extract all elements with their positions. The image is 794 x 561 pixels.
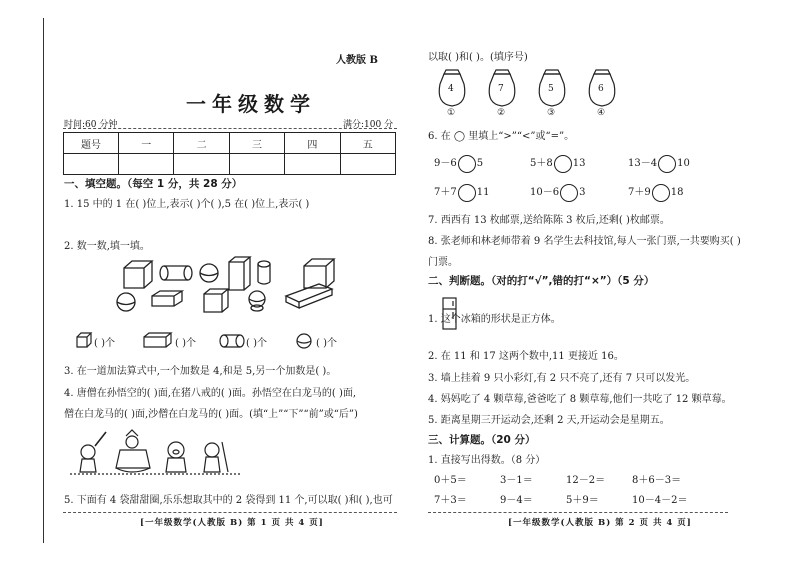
footer-divider-left: [63, 512, 397, 513]
compare-circle[interactable]: [554, 155, 572, 173]
calc-item[interactable]: 7＋3＝: [434, 495, 467, 506]
score-cell[interactable]: [229, 154, 284, 175]
score-header-cell: 二: [174, 133, 229, 154]
score-cell[interactable]: [119, 154, 174, 175]
compare-row-1c: [628, 154, 690, 173]
footer-right: [一年级数学(人教版 B) 第 2 页 共 4 页]: [508, 518, 692, 528]
compare-circle[interactable]: [458, 155, 476, 173]
fill-cuboid-count[interactable]: ( )个: [175, 338, 196, 349]
score-cell[interactable]: [174, 154, 229, 175]
bag-label: ④: [597, 108, 606, 118]
question-8-continued: 门票。: [428, 257, 458, 268]
score-header-cell: 三: [229, 133, 284, 154]
question-1: 1. 15 中的 1 在( )位上,表示( )个( ),5 在( )位上,表示( ): [64, 199, 310, 210]
compare-right: 3: [579, 187, 586, 198]
score-cell[interactable]: [340, 154, 395, 175]
cylinder-icon: [220, 335, 228, 347]
question-6: 6. 在 ◯ 里填上“>”“<”或“=”。: [428, 131, 575, 142]
compare-row-2c: [628, 183, 683, 202]
compare-right: 10: [677, 158, 690, 169]
compare-row-1b: [530, 154, 585, 173]
footer-divider-right: [428, 512, 728, 513]
section-fill-in: 一、填空题。（每空 1 分，共 28 分）: [64, 178, 243, 190]
compare-right: 5: [476, 158, 484, 169]
question-5: 5. 下面有 4 袋甜甜圈,乐乐想取其中的 2 袋得到 11 个,可以取( )和( ),也可: [64, 495, 393, 506]
bag-count: 4: [448, 84, 454, 94]
score-table: [63, 132, 396, 175]
header-divider: [63, 128, 397, 129]
cube-shape: [124, 261, 152, 288]
section-true-false: 二、判断题。（对的打“√”,错的打“×”）（5 分）: [428, 275, 655, 287]
bag-count: 5: [548, 84, 554, 94]
calc-item[interactable]: 10－4－2＝: [632, 495, 688, 506]
compare-right: 18: [670, 187, 684, 198]
shapes-figure: [104, 256, 464, 326]
compare-right: 11: [476, 187, 490, 198]
question-7: 7. 西西有 13 枚邮票,送给陈陈 3 枚后,还剩( )枚邮票。: [428, 215, 670, 226]
score-header-cell: 一: [119, 133, 174, 154]
calc-item[interactable]: 3－1＝: [500, 475, 533, 486]
compare-left: 9－6: [434, 158, 457, 169]
edition-label: 人教版 B: [336, 55, 378, 66]
compare-left: 7＋7: [434, 187, 457, 198]
compare-left: 13－4: [628, 158, 658, 169]
question-2: 2. 数一数,填一填。: [64, 241, 150, 252]
question-4-line2: 僧在白龙马的( )面,沙僧在白龙马的( )面。(填“上”“下”“前”或“后”): [64, 409, 358, 420]
question-3: 3. 在一道加法算式中,一个加数是 4,和是 5,另一个加数是( )。: [64, 366, 337, 377]
compare-left: 10－6: [530, 187, 560, 198]
compare-circle[interactable]: [658, 155, 676, 173]
fill-cylinder-count[interactable]: ( )个: [246, 338, 267, 349]
exam-full-score: 满分:100 分: [343, 120, 394, 130]
score-header-cell: 五: [340, 133, 395, 154]
judge-3: 3. 墙上挂着 9 只小彩灯,有 2 只不亮了,还有 7 只可以发光。: [428, 373, 696, 384]
cube-icon: [77, 333, 91, 347]
judge-1: 1. 这个冰箱的形状是正方体。: [428, 314, 561, 325]
judge-2: 2. 在 11 和 17 这两个数中,11 更接近 16。: [428, 351, 624, 362]
compare-circle[interactable]: [458, 184, 476, 202]
footer-left: [一年级数学(人教版 B) 第 1 页 共 4 页]: [140, 518, 324, 528]
question-4-line1: 4. 唐僧在孙悟空的( )面,在猪八戒的( )面。孙悟空在白龙马的( )面,: [64, 388, 357, 399]
calc-item[interactable]: 0＋5＝: [434, 475, 467, 486]
judge-4: 4. 妈妈吃了 4 颗草莓,爸爸吃了 8 颗草莓,他们一共吃了 12 颗草莓。: [428, 394, 732, 405]
compare-right: 13: [572, 158, 586, 169]
score-cell[interactable]: [285, 154, 340, 175]
compare-row-1: [434, 154, 483, 173]
compare-left: 5＋8: [530, 158, 553, 169]
page-title: 一年级数学: [186, 92, 316, 116]
calc-item[interactable]: 12－2＝: [566, 475, 606, 486]
score-cell[interactable]: [64, 154, 119, 175]
compare-left: 7＋9: [628, 187, 651, 198]
bag-label: ①: [447, 108, 456, 118]
calc-item[interactable]: 5＋9＝: [566, 495, 599, 506]
sandy-figure: [205, 443, 219, 457]
judge-5: 5. 距离星期三开运动会,还剩 2 天,开运动会是星期五。: [428, 415, 670, 426]
calc-item[interactable]: 9－4＝: [500, 495, 533, 506]
calc-item[interactable]: 8＋6－3＝: [632, 475, 682, 486]
section-calculation: 三、计算题。（20 分）: [428, 434, 536, 446]
compare-row-2: [434, 183, 489, 202]
calc-instruction: 1. 直接写出得数。（8 分）: [428, 455, 546, 466]
cuboid-shape: [229, 257, 250, 290]
monkey-king-figure: [81, 445, 95, 459]
compare-circle[interactable]: [652, 184, 670, 202]
fill-sphere-count[interactable]: ( )个: [316, 338, 337, 349]
bag-label: ③: [547, 108, 556, 118]
compare-circle[interactable]: [560, 184, 578, 202]
monk-figure: [126, 436, 138, 448]
score-header-cell: 题号: [64, 133, 119, 154]
fill-cube-count[interactable]: ( )个: [94, 338, 115, 349]
binding-line: [43, 18, 44, 543]
question-8: 8. 张老师和林老师带着 9 名学生去科技馆,每人一张门票,一共要购买( ): [428, 236, 741, 247]
question-5-continued: 以取( )和( )。(填序号): [428, 52, 528, 63]
bag-count: 6: [598, 84, 604, 94]
sphere-shape: [200, 264, 218, 282]
compare-row-2b: [530, 183, 585, 202]
cuboid-icon: [144, 333, 171, 347]
bag-count: 7: [498, 84, 504, 94]
sphere-icon: [297, 334, 311, 348]
exam-time: 时间:60 分钟: [64, 120, 118, 130]
journey-west-illustration: [70, 428, 240, 480]
score-header-cell: 四: [285, 133, 340, 154]
bag-label: ②: [497, 108, 506, 118]
